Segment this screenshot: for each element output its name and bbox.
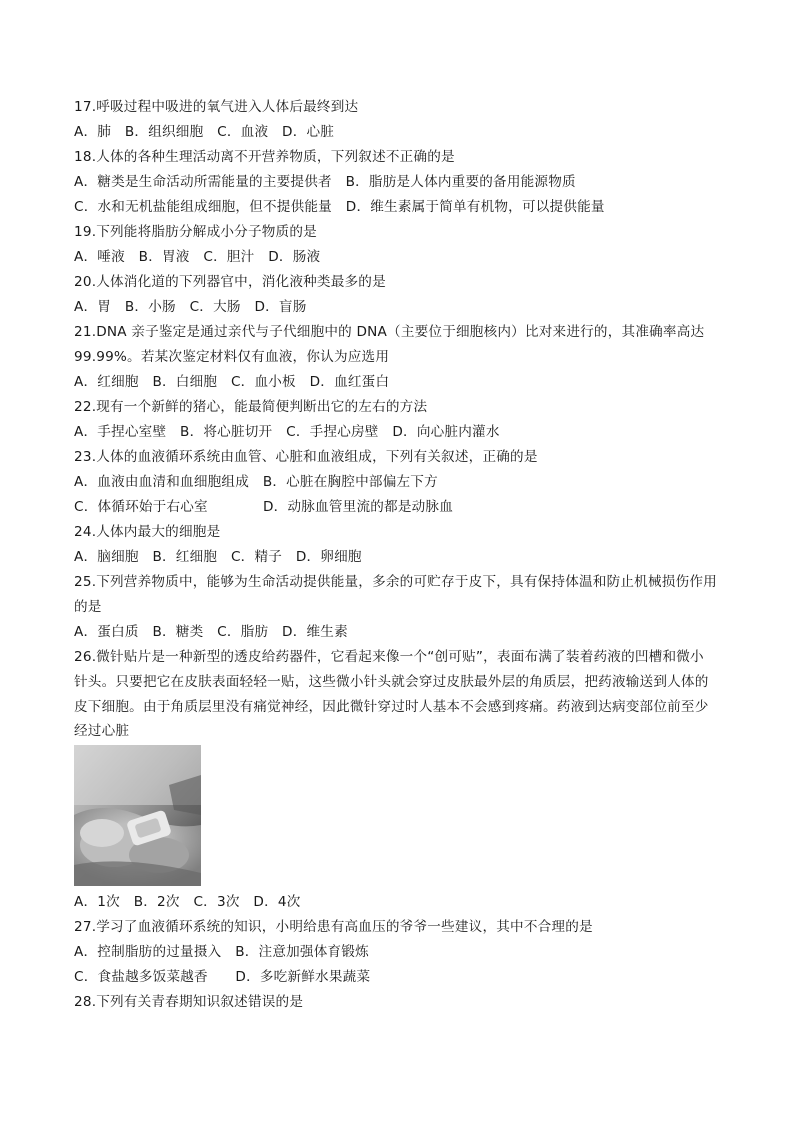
options-18-ab: A．糖类是生命活动所需能量的主要提供者 B．脂肪是人体内重要的备用能源物质 [74, 174, 576, 190]
question-26-line3: 皮下细胞。由于角质层里没有痛觉神经，因此微针穿过时人基本不会感到疼痛。药液到达病变部位前至少 [74, 699, 709, 715]
question-18: 18.人体的各种生理活动离不开营养物质，下列叙述不正确的是 [74, 149, 455, 165]
options-17: A．肺 B．组织细胞 C．血液 D．心脏 [74, 124, 335, 140]
question-25-line1: 25.下列营养物质中，能够为生命活动提供能量，多余的可贮存于皮下，具有保持体温和防止机械损伤作用 [74, 574, 717, 590]
question-19: 19.下列能将脂肪分解成小分子物质的是 [74, 224, 317, 240]
question-26-line2: 针头。只要把它在皮肤表面轻轻一贴，这些微小针头就会穿过皮肤最外层的角质层，把药液输送到人体的 [74, 674, 709, 690]
question-21-line1: 21.DNA 亲子鉴定是通过亲代与子代细胞中的 DNA（主要位于细胞核内）比对来进行的，其准确率高达 [74, 324, 705, 340]
question-26-line1: 26.微针贴片是一种新型的透皮给药器件，它看起来像一个“创可贴”，表面布满了装着药液的凹槽和微小 [74, 649, 704, 665]
question-23: 23.人体的血液循环系统由血管、心脏和血液组成，下列有关叙述，正确的是 [74, 449, 538, 465]
options-18-cd: C．水和无机盐能组成细胞，但不提供能量 D．维生素属于简单有机物，可以提供能量 [74, 199, 605, 215]
options-20: A．胃 B．小肠 C．大肠 D．盲肠 [74, 299, 307, 315]
options-23-ab: A．血液由血清和血细胞组成 B．心脏在胸腔中部偏左下方 [74, 474, 438, 490]
options-19: A．唾液 B．胃液 C．胆汁 D．肠液 [74, 249, 321, 265]
options-27-ab: A．控制脂肪的过量摄入 B．注意加强体育锻炼 [74, 944, 369, 960]
question-25-line2: 的是 [74, 599, 102, 615]
options-24: A．脑细胞 B．红细胞 C．精子 D．卵细胞 [74, 549, 362, 565]
question-17: 17.呼吸过程中吸进的氧气进入人体后最终到达 [74, 99, 359, 115]
question-24: 24.人体内最大的细胞是 [74, 524, 221, 540]
options-26: A．1次 B．2次 C．3次 D．4次 [74, 894, 301, 910]
options-22: A．手捏心室壁 B．将心脏切开 C．手捏心房壁 D．向心脏内灌水 [74, 424, 500, 440]
question-20: 20.人体消化道的下列器官中，消化液种类最多的是 [74, 274, 386, 290]
question-26-line4: 经过心脏 [74, 723, 130, 739]
options-23-cd: C．体循环始于右心室 D．动脉血管里流的都是动脉血 [74, 499, 453, 515]
options-27-cd: C．食盐越多饭菜越香 D．多吃新鲜水果蔬菜 [74, 969, 371, 985]
question-21-line2: 99.99%。若某次鉴定材料仅有血液，你认为应选用 [74, 349, 390, 365]
question-27: 27.学习了血液循环系统的知识，小明给患有高血压的爷爷一些建议，其中不合理的是 [74, 919, 593, 935]
microneedle-patch-photo [74, 745, 201, 886]
question-22: 22.现有一个新鲜的猪心，能最简便判断出它的左右的方法 [74, 399, 428, 415]
question-28: 28.下列有关青春期知识叙述错误的是 [74, 994, 304, 1010]
options-25: A．蛋白质 B．糖类 C．脂肪 D．维生素 [74, 624, 348, 640]
options-21: A．红细胞 B．白细胞 C．血小板 D．血红蛋白 [74, 374, 390, 390]
